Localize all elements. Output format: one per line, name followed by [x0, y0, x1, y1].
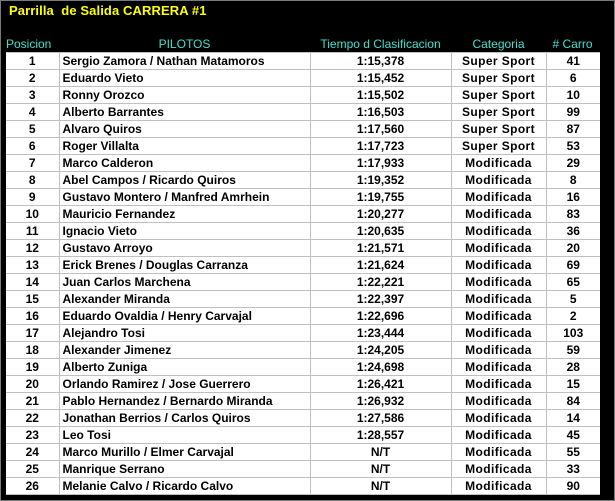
car-number-cell: 69 — [546, 257, 600, 274]
position-cell: 21 — [6, 393, 59, 410]
table-row — [6, 444, 600, 461]
position-cell: 4 — [6, 104, 59, 121]
position-cell: 5 — [6, 121, 59, 138]
table-row — [6, 121, 600, 138]
position-cell: 6 — [6, 138, 59, 155]
qualifying-time-cell: 1:24,698 — [310, 359, 451, 376]
qualifying-time-cell: 1:27,586 — [310, 410, 451, 427]
pilot-cell: Abel Campos / Ricardo Quiros — [59, 172, 310, 189]
category-cell: Modificada — [451, 376, 546, 393]
car-number-cell: 83 — [546, 206, 600, 223]
position-cell: 13 — [6, 257, 59, 274]
car-number-cell: 5 — [546, 291, 600, 308]
qualifying-time-cell: 1:19,755 — [310, 189, 451, 206]
table-row — [6, 53, 600, 70]
category-cell: Modificada — [451, 359, 546, 376]
qualifying-time-cell: 1:28,557 — [310, 427, 451, 444]
table-row — [6, 410, 600, 427]
table-row — [6, 376, 600, 393]
pilot-cell: Juan Carlos Marchena — [59, 274, 310, 291]
table-row — [6, 325, 600, 342]
table-row — [6, 274, 600, 291]
qualifying-time-cell: N/T — [310, 444, 451, 461]
category-cell: Modificada — [451, 189, 546, 206]
category-cell: Modificada — [451, 155, 546, 172]
car-number-cell: 99 — [546, 104, 600, 121]
position-cell: 24 — [6, 444, 59, 461]
category-cell: Modificada — [451, 410, 546, 427]
car-number-cell: 28 — [546, 359, 600, 376]
table-row — [6, 172, 600, 189]
table-row — [6, 257, 600, 274]
category-cell: Super Sport — [451, 70, 546, 87]
car-number-cell: 65 — [546, 274, 600, 291]
pilot-cell: Eduardo Vieto — [59, 70, 310, 87]
car-number-cell: 29 — [546, 155, 600, 172]
column-header-pilotos: PILOTOS — [158, 37, 211, 51]
category-cell: Modificada — [451, 172, 546, 189]
position-cell: 1 — [6, 53, 59, 70]
table-row — [6, 138, 600, 155]
table-row — [6, 240, 600, 257]
pilot-cell: Orlando Ramirez / Jose Guerrero — [59, 376, 310, 393]
qualifying-time-cell: 1:21,571 — [310, 240, 451, 257]
category-cell: Modificada — [451, 461, 546, 478]
position-cell: 23 — [6, 427, 59, 444]
table-row — [6, 87, 600, 104]
pilot-cell: Gustavo Arroyo — [59, 240, 310, 257]
pilot-cell: Ronny Orozco — [59, 87, 310, 104]
car-number-cell: 6 — [546, 70, 600, 87]
pilot-cell: Gustavo Montero / Manfred Amrhein — [59, 189, 310, 206]
qualifying-time-cell: 1:23,444 — [310, 325, 451, 342]
page-title: Parrilla de Salida CARRERA #1 — [9, 3, 207, 18]
qualifying-time-cell: 1:26,932 — [310, 393, 451, 410]
car-number-cell: 8 — [546, 172, 600, 189]
table-row — [6, 155, 600, 172]
car-number-cell: 20 — [546, 240, 600, 257]
car-number-cell: 36 — [546, 223, 600, 240]
qualifying-time-cell: N/T — [310, 461, 451, 478]
car-number-cell: 10 — [546, 87, 600, 104]
qualifying-time-cell: 1:15,452 — [310, 70, 451, 87]
position-cell: 10 — [6, 206, 59, 223]
category-cell: Modificada — [451, 206, 546, 223]
position-cell: 2 — [6, 70, 59, 87]
category-cell: Modificada — [451, 427, 546, 444]
category-cell: Modificada — [451, 478, 546, 495]
position-cell: 16 — [6, 308, 59, 325]
pilot-cell: Pablo Hernandez / Bernardo Miranda — [59, 393, 310, 410]
qualifying-time-cell: 1:20,635 — [310, 223, 451, 240]
car-number-cell: 53 — [546, 138, 600, 155]
car-number-cell: 33 — [546, 461, 600, 478]
qualifying-time-cell: 1:24,205 — [310, 342, 451, 359]
category-cell: Super Sport — [451, 87, 546, 104]
position-cell: 26 — [6, 478, 59, 495]
pilot-cell: Eduardo Ovaldia / Henry Carvajal — [59, 308, 310, 325]
position-cell: 3 — [6, 87, 59, 104]
table-body — [6, 53, 600, 495]
column-header-categoria: Categoria — [472, 37, 525, 51]
table-row — [6, 206, 600, 223]
category-cell: Modificada — [451, 223, 546, 240]
table-row — [6, 223, 600, 240]
position-cell: 11 — [6, 223, 59, 240]
table-row — [6, 70, 600, 87]
position-cell: 7 — [6, 155, 59, 172]
pilot-cell: Manrique Serrano — [59, 461, 310, 478]
position-cell: 22 — [6, 410, 59, 427]
table-row — [6, 461, 600, 478]
car-number-cell: 14 — [546, 410, 600, 427]
table-row — [6, 393, 600, 410]
position-cell: 9 — [6, 189, 59, 206]
pilot-cell: Leo Tosi — [59, 427, 310, 444]
category-cell: Modificada — [451, 308, 546, 325]
car-number-cell: 55 — [546, 444, 600, 461]
car-number-cell: 41 — [546, 53, 600, 70]
position-cell: 20 — [6, 376, 59, 393]
position-cell: 8 — [6, 172, 59, 189]
car-number-cell: 15 — [546, 376, 600, 393]
qualifying-time-cell: 1:26,421 — [310, 376, 451, 393]
pilot-cell: Jonathan Berrios / Carlos Quiros — [59, 410, 310, 427]
car-number-cell: 87 — [546, 121, 600, 138]
car-number-cell: 84 — [546, 393, 600, 410]
qualifying-time-cell: N/T — [310, 478, 451, 495]
category-cell: Modificada — [451, 444, 546, 461]
category-cell: Modificada — [451, 240, 546, 257]
qualifying-time-cell: 1:22,696 — [310, 308, 451, 325]
position-cell: 19 — [6, 359, 59, 376]
qualifying-time-cell: 1:15,378 — [310, 53, 451, 70]
category-cell: Modificada — [451, 257, 546, 274]
table-row — [6, 359, 600, 376]
qualifying-time-cell: 1:22,397 — [310, 291, 451, 308]
pilot-cell: Alberto Barrantes — [59, 104, 310, 121]
car-number-cell: 16 — [546, 189, 600, 206]
starting-grid-table — [6, 52, 600, 495]
column-header-posicion: Posicion — [6, 37, 52, 51]
category-cell: Super Sport — [451, 104, 546, 121]
position-cell: 14 — [6, 274, 59, 291]
table-header — [6, 37, 599, 52]
qualifying-time-cell: 1:17,560 — [310, 121, 451, 138]
pilot-cell: Mauricio Fernandez — [59, 206, 310, 223]
table-row — [6, 427, 600, 444]
category-cell: Super Sport — [451, 138, 546, 155]
category-cell: Modificada — [451, 274, 546, 291]
table-row — [6, 291, 600, 308]
position-cell: 17 — [6, 325, 59, 342]
qualifying-time-cell: 1:21,624 — [310, 257, 451, 274]
car-number-cell: 45 — [546, 427, 600, 444]
pilot-cell: Erick Brenes / Douglas Carranza — [59, 257, 310, 274]
pilot-cell: Alvaro Quiros — [59, 121, 310, 138]
position-cell: 12 — [6, 240, 59, 257]
table-row — [6, 104, 600, 121]
qualifying-time-cell: 1:16,503 — [310, 104, 451, 121]
category-cell: Super Sport — [451, 53, 546, 70]
qualifying-time-cell: 1:17,723 — [310, 138, 451, 155]
pilot-cell: Marco Murillo / Elmer Carvajal — [59, 444, 310, 461]
qualifying-time-cell: 1:19,352 — [310, 172, 451, 189]
category-cell: Super Sport — [451, 121, 546, 138]
pilot-cell: Alberto Zuniga — [59, 359, 310, 376]
pilot-cell: Alexander Jimenez — [59, 342, 310, 359]
category-cell: Modificada — [451, 342, 546, 359]
position-cell: 25 — [6, 461, 59, 478]
car-number-cell: 2 — [546, 308, 600, 325]
table-row — [6, 478, 600, 495]
pilot-cell: Ignacio Vieto — [59, 223, 310, 240]
category-cell: Modificada — [451, 325, 546, 342]
pilot-cell: Melanie Calvo / Ricardo Calvo — [59, 478, 310, 495]
car-number-cell: 103 — [546, 325, 600, 342]
category-cell: Modificada — [451, 393, 546, 410]
pilot-cell: Sergio Zamora / Nathan Matamoros — [59, 53, 310, 70]
qualifying-time-cell: 1:22,221 — [310, 274, 451, 291]
pilot-cell: Alexander Miranda — [59, 291, 310, 308]
column-header-carro: # Carro — [552, 37, 593, 51]
position-cell: 15 — [6, 291, 59, 308]
car-number-cell: 59 — [546, 342, 600, 359]
table-row — [6, 189, 600, 206]
pilot-cell: Alejandro Tosi — [59, 325, 310, 342]
car-number-cell: 90 — [546, 478, 600, 495]
category-cell: Modificada — [451, 291, 546, 308]
qualifying-time-cell: 1:17,933 — [310, 155, 451, 172]
pilot-cell: Marco Calderon — [59, 155, 310, 172]
column-header-tiempo: Tiempo d Clasificacion — [320, 37, 441, 51]
table-row — [6, 342, 600, 359]
position-cell: 18 — [6, 342, 59, 359]
qualifying-time-cell: 1:20,277 — [310, 206, 451, 223]
qualifying-time-cell: 1:15,502 — [310, 87, 451, 104]
table-row — [6, 308, 600, 325]
pilot-cell: Roger Villalta — [59, 138, 310, 155]
